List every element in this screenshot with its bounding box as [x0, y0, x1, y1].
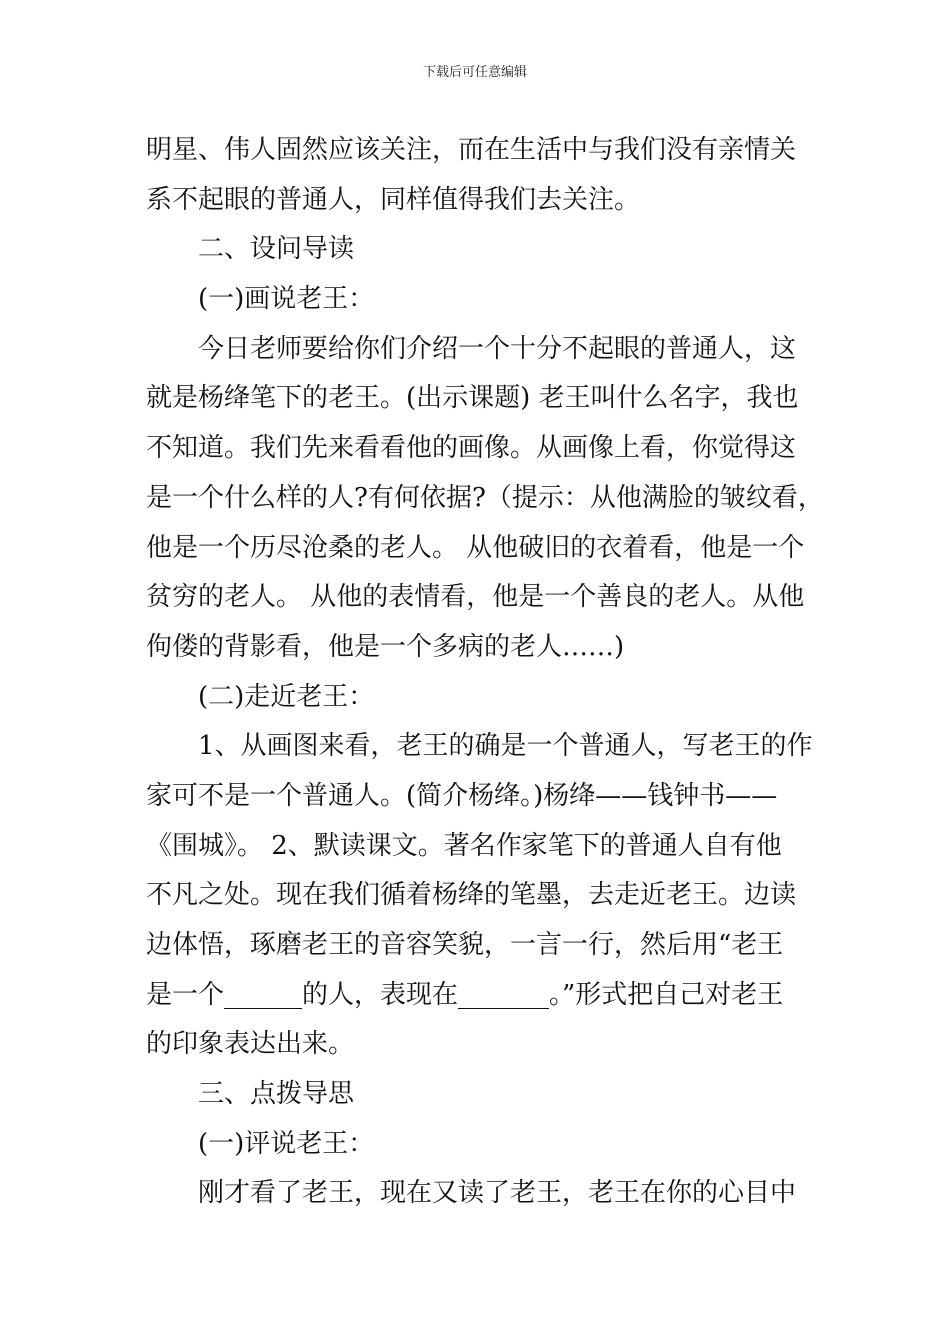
- section-heading: 二、设问导读: [198, 234, 355, 265]
- text-line: 明星、伟人固然应该关注，而在生活中与我们没有亲情关: [146, 135, 797, 165]
- text-line: 是一个什么样的人?有何依据?（提示：从他满脸的皱纹看，: [146, 482, 824, 513]
- text-line: 《围城》。 2、默读课文。著名作家笔下的普通人自有他: [146, 830, 782, 861]
- text-line: 就是杨绛笔下的老王。(出示课题) 老王叫什么名字，我也: [146, 383, 799, 414]
- subsection-heading: (一)评说老王：: [198, 1128, 375, 1159]
- text-line: 1、从画图来看，老王的确是一个普通人，写老王的作: [198, 731, 813, 762]
- section-heading: 三、点拨导思: [198, 1079, 355, 1110]
- text-line: 贫穷的老人。 从他的表情看，他是一个善良的老人。从他: [146, 582, 805, 613]
- text-line: 系不起眼的普通人，同样值得我们去关注。: [146, 184, 641, 215]
- text-line: 他是一个历尽沧桑的老人。 从他破旧的衣着看，他是一个: [146, 532, 805, 563]
- text-line: 家可不是一个普通人。(简介杨绛。)杨绛——钱钟书——: [146, 780, 778, 811]
- page-header: 下载后可任意编辑: [422, 65, 527, 80]
- subsection-heading: (二)走近老王：: [198, 681, 375, 712]
- text-line: 佝偻的背影看，他是一个多病的老人……): [146, 631, 625, 662]
- document-body: [146, 126, 824, 1219]
- text-line: 边体悟，琢磨老王的音容笑貌，一言一行，然后用“老王: [146, 930, 784, 960]
- text-line: 刚才看了老王，现在又读了老王，老王在你的心目中: [198, 1178, 797, 1209]
- subsection-heading: (一)画说老王：: [198, 284, 375, 315]
- text-line: 不知道。我们先来看看他的画像。从画像上看，你觉得这: [146, 433, 797, 464]
- text-line: 不凡之处。现在我们循着杨绛的笔墨，去走近老王。边读: [146, 880, 797, 911]
- text-line: 的印象表达出来。: [146, 1029, 355, 1060]
- text-line: 今日老师要给你们介绍一个十分不起眼的普通人，这: [198, 333, 797, 364]
- text-line: 是一个______的人，表现在_______。”形式把自己对老王: [146, 979, 784, 1010]
